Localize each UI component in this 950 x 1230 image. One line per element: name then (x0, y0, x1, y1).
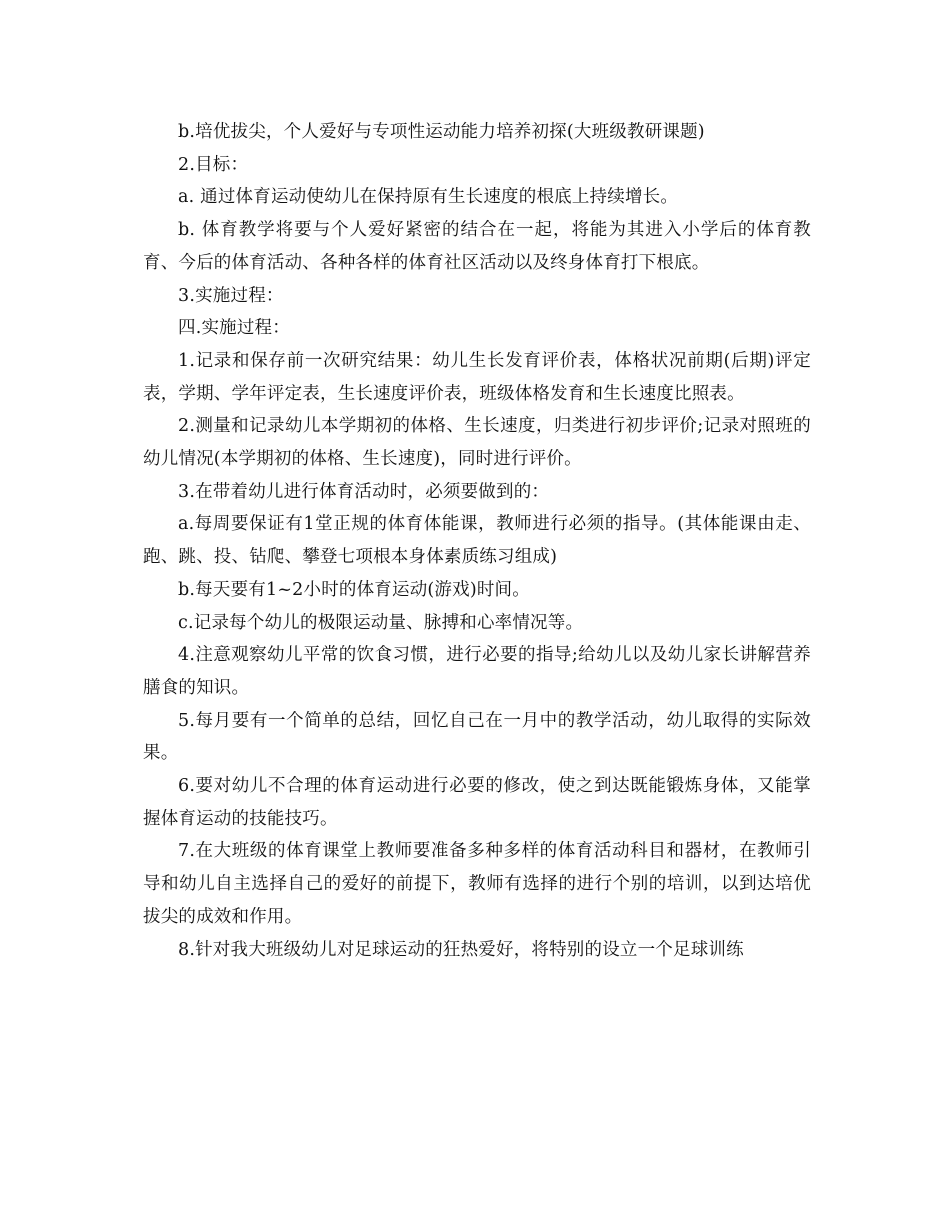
section-heading-implementation: 四.实施过程： (178, 318, 290, 339)
paragraph-step-2: 2.测量和记录幼儿本学期初的体格、生长速度，归类进行初步评价;记录对照班的幼儿情况(本学期初的体格、生长速度)，同时进行评价。 (143, 416, 811, 470)
paragraph-step-6: 6.要对幼儿不合理的体育运动进行必要的修改，使之到达既能锻炼身体，又能掌握体育运动的技能技巧。 (143, 776, 811, 829)
paragraph-goal-a: a. 通过体育运动使幼儿在保持原有生长速度的根底上持续增长。 (178, 187, 679, 208)
paragraph-step-5: 5.每月要有一个简单的总结，回忆自己在一月中的教学活动，幼儿取得的实际效果。 (143, 710, 811, 764)
paragraph-research-topic: b.培优拔尖，个人爱好与专项性运动能力培养初探(大班级教研课题) (178, 122, 705, 142)
paragraph-step-3: 3.在带着幼儿进行体育活动时，必须要做到的： (178, 481, 550, 502)
paragraph-step-3b: b.每天要有1~2小时的体育运动(游戏)时间。 (178, 579, 530, 600)
paragraph-step-8: 8.针对我大班级幼儿对足球运动的狂热爱好，将特别的设立一个足球训练 (178, 939, 744, 960)
paragraph-step-3a: a.每周要保证有1堂正规的体育体能课，教师进行必须的指导。(其体能课由走、跑、跳、投、钻爬、攀登七项根本身体素质练习组成) (143, 514, 811, 568)
paragraph-step-3c: c.记录每个幼儿的极限运动量、脉搏和心率情况等。 (178, 612, 584, 633)
document-body (143, 116, 811, 966)
paragraph-goal-b: b. 体育教学将要与个人爱好紧密的结合在一起，将能为其进入小学后的体育教育、今后的体育活动、各种各样的体育社区活动以及终身体育打下根底。 (143, 220, 811, 273)
paragraph-process-heading: 3.实施过程： (178, 285, 284, 306)
paragraph-step-4: 4.注意观察幼儿平常的饮食习惯，进行必要的指导;给幼儿以及幼儿家长讲解营养膳食的知识。 (143, 645, 811, 698)
paragraph-step-1: 1.记录和保存前一次研究结果：幼儿生长发育评价表，体格状况前期(后期)评定表，学期、学年评定表，生长速度评价表，班级体格发育和生长速度比照表。 (143, 350, 811, 404)
paragraph-goals-heading: 2.目标： (178, 154, 249, 175)
paragraph-step-7: 7.在大班级的体育课堂上教师要准备多种多样的体育活动科目和器材，在教师引导和幼儿自主选择自己的爱好的前提下，教师有选择的进行个别的培训，以到达培优拔尖的成效和作用。 (143, 841, 811, 927)
